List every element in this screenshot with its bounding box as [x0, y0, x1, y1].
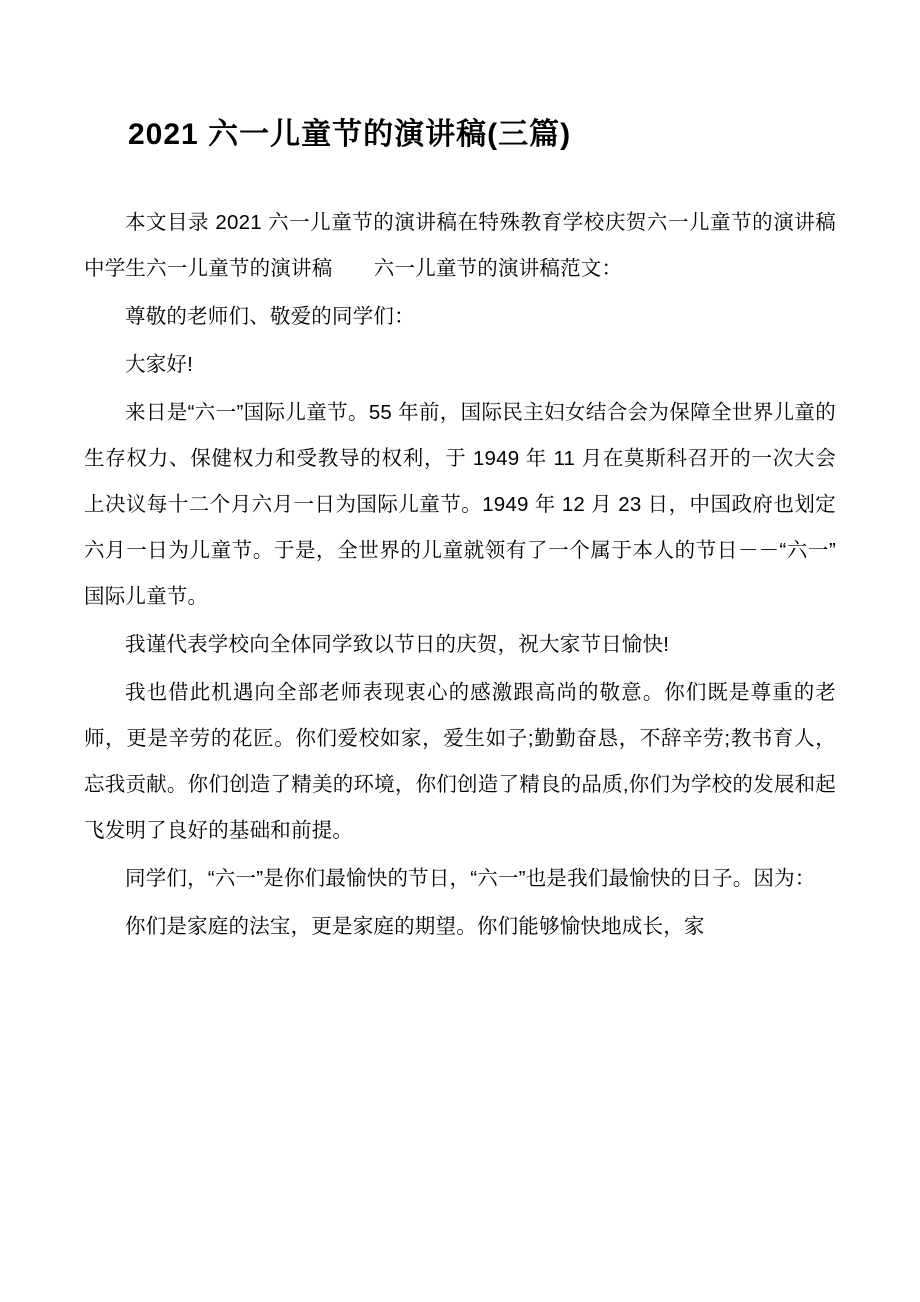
paragraph: 大家好!	[125, 353, 193, 376]
document-body	[84, 200, 836, 950]
paragraph: 尊敬的老师们、敬爱的同学们：	[125, 305, 415, 328]
paragraph: 我谨代表学校向全体同学致以节日的庆贺，祝大家节日愉快!	[125, 633, 670, 656]
paragraph: 本文目录 2021 六一儿童节的演讲稿在特殊教育学校庆贺六一儿童节的演讲稿中学生六一儿童节的演讲稿 六一儿童节的演讲稿范文：	[84, 211, 836, 280]
paragraph: 同学们，“六一”是你们最愉快的节日，“六一”也是我们最愉快的日子。因为：	[125, 867, 816, 890]
paragraph: 你们是家庭的法宝，更是家庭的期望。你们能够愉快地成长，家	[125, 915, 705, 938]
paragraph: 来日是“六一”国际儿童节。55 年前，国际民主妇女结合会为保障全世界儿童的生存权力、保健权力和受教导的权利，于 1949 年 11 月在莫斯科召开的一次大会上决议每十二个月六月一日为国际儿童节。1949 年 12 月 23 日，中国政府也划定六月一日为儿童节。于是，全世界的儿童就领有了一个属于本人的节日－－“六一”国际儿童节。	[84, 401, 836, 608]
page-title: 2021 六一儿童节的演讲稿(三篇)	[128, 118, 572, 151]
paragraph: 我也借此机遇向全部老师表现衷心的感激跟高尚的敬意。你们既是尊重的老师，更是辛劳的花匠。你们爱校如家，爱生如子;勤勤奋恳，不辞辛劳;教书育人，忘我贡献。你们创造了精美的环境，你们创造了精良的品质,你们为学校的发展和起飞发明了良好的基础和前提。	[84, 681, 836, 842]
